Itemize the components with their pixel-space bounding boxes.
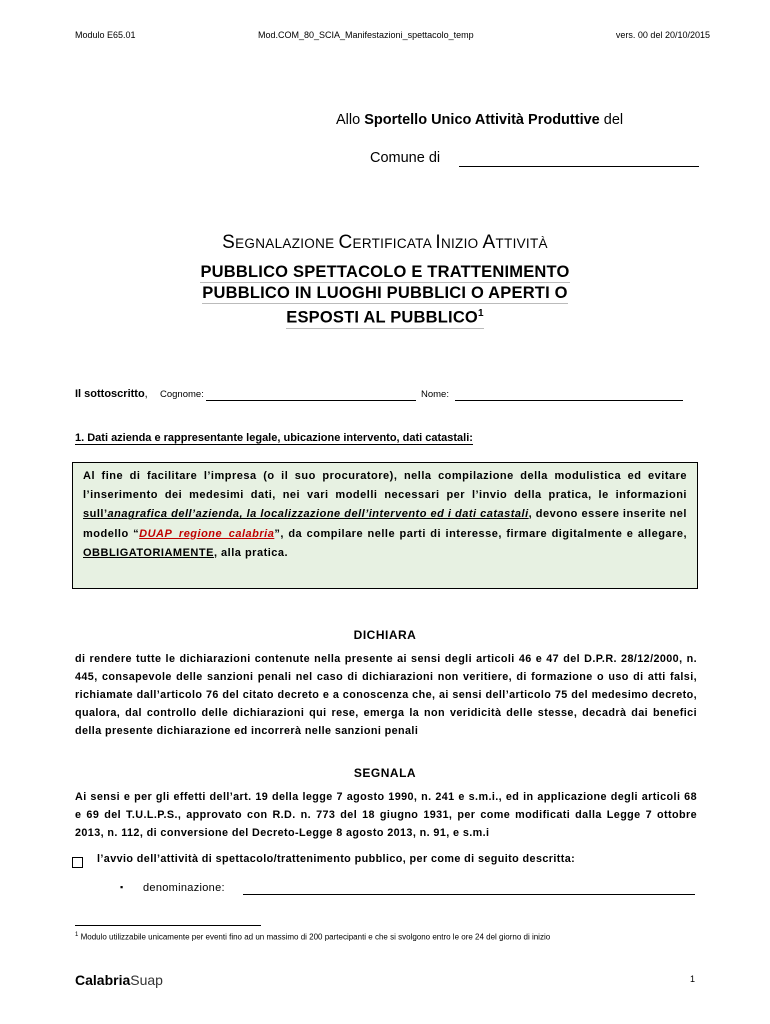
denominazione-input-line[interactable] xyxy=(243,894,695,895)
calabria-suap-logo: CalabriaSuap xyxy=(75,972,163,988)
footnote-reference: 1 xyxy=(477,308,484,319)
signer-label: Il sottoscritto, xyxy=(75,388,148,400)
mandatory-label: OBBLIGATORIAMENTE xyxy=(83,546,214,559)
activity-start-label: l’avvio dell’attività di spettacolo/trattenimento pubblico, per come di seguito descritta: xyxy=(97,853,576,865)
denominazione-label: denominazione: xyxy=(143,882,225,894)
duap-model-name: DUAP_regione_calabria xyxy=(139,527,275,540)
header-document-name: Mod.COM_80_SCIA_Manifestazioni_spettacolo_temp xyxy=(258,30,474,40)
section-1-title: 1. Dati azienda e rappresentante legale, ubicazione intervento, dati catastali: xyxy=(75,432,473,444)
surname-label: Cognome: xyxy=(160,389,204,400)
comune-input-line[interactable] xyxy=(459,166,699,167)
footnote: $^1$ Modulo utilizzabile unicamente per eventi fino ad un massimo di 200 partecipanti e che si svolgono entro le ore 24 del giorno di inizio xyxy=(75,932,551,942)
document-subtitle: SEGNALAZIONE CERTIFICATA INIZIO ATTIVITÀ xyxy=(222,232,548,253)
page-number: 1 xyxy=(690,974,696,984)
recipient-line: Allo Sportello Unico Attività Produttive del xyxy=(336,112,624,128)
footnote-separator xyxy=(75,925,261,926)
comune-label: Comune di xyxy=(370,150,441,166)
header-module-code: Modulo E65.01 xyxy=(75,30,136,40)
name-input-line[interactable] xyxy=(455,400,683,401)
name-label: Nome: xyxy=(421,389,449,400)
info-note-box xyxy=(72,462,698,589)
activity-start-checkbox[interactable] xyxy=(72,857,83,868)
bullet-icon: ▪ xyxy=(120,882,124,892)
header-version: vers. 00 del 20/10/2015 xyxy=(615,30,710,40)
document-title: PUBBLICO SPETTACOLO E TRATTENIMENTO PUBBLICO IN LUOGHI PUBBLICI O APERTI O ESPOSTI AL PUBBLICO$^1$ xyxy=(200,263,570,327)
dichiara-heading: DICHIARA xyxy=(353,628,417,642)
dichiara-text: di rendere tutte le dichiarazioni contenute nella presente ai sensi degli articoli 46 e 47 del D.P.R. 28/12/2000, n. 445, consapevole delle sanzioni penali nel caso di dichiarazioni non veritiere, di formazione o uso di atti falsi, richiamate dall’articolo 76 del citato decreto e a conoscenza che, ai sensi dell’articolo 75 del medesimo decreto, qualora, dal controllo delle dichiarazioni qui rese, emerga la non veridicità delle stesse, decadrà dai benefici della presente dichiarazione ed incorrerà nelle sanzioni penali xyxy=(75,653,697,737)
surname-input-line[interactable] xyxy=(206,400,416,401)
segnala-text: Ai sensi e per gli effetti dell’art. 19 della legge 7 agosto 1990, n. 241 e s.m.i., ed in applicazione degli articoli 68 e 69 del T.U.L.P.S., approvato con R.D. n. 773 del 18 giugno 1931, per come modificati dalla Legge 7 ottobre 2013, n. 112, di conversione del Decreto-Legge 8 agosto 2013, n. 91, e s.m.i xyxy=(75,791,697,839)
info-note-text: Al fine di facilitare l’impresa (o il suo procuratore), nella compilazione della modulistica ed evitare l’inserimento dei medesimi dati, nei vari modelli necessari per l’invio della pratica, le informazioni sull’anagrafica dell’azienda, la localizzazione dell’intervento ed i dati catastali, devono essere inserite nel modello “DUAP_regione_calabria”, da compilare nelle parti di interesse, firmare digitalmente e allegare, OBBLIGATORIAMENTE, alla pratica. xyxy=(83,470,687,559)
segnala-heading: SEGNALA xyxy=(353,766,417,780)
